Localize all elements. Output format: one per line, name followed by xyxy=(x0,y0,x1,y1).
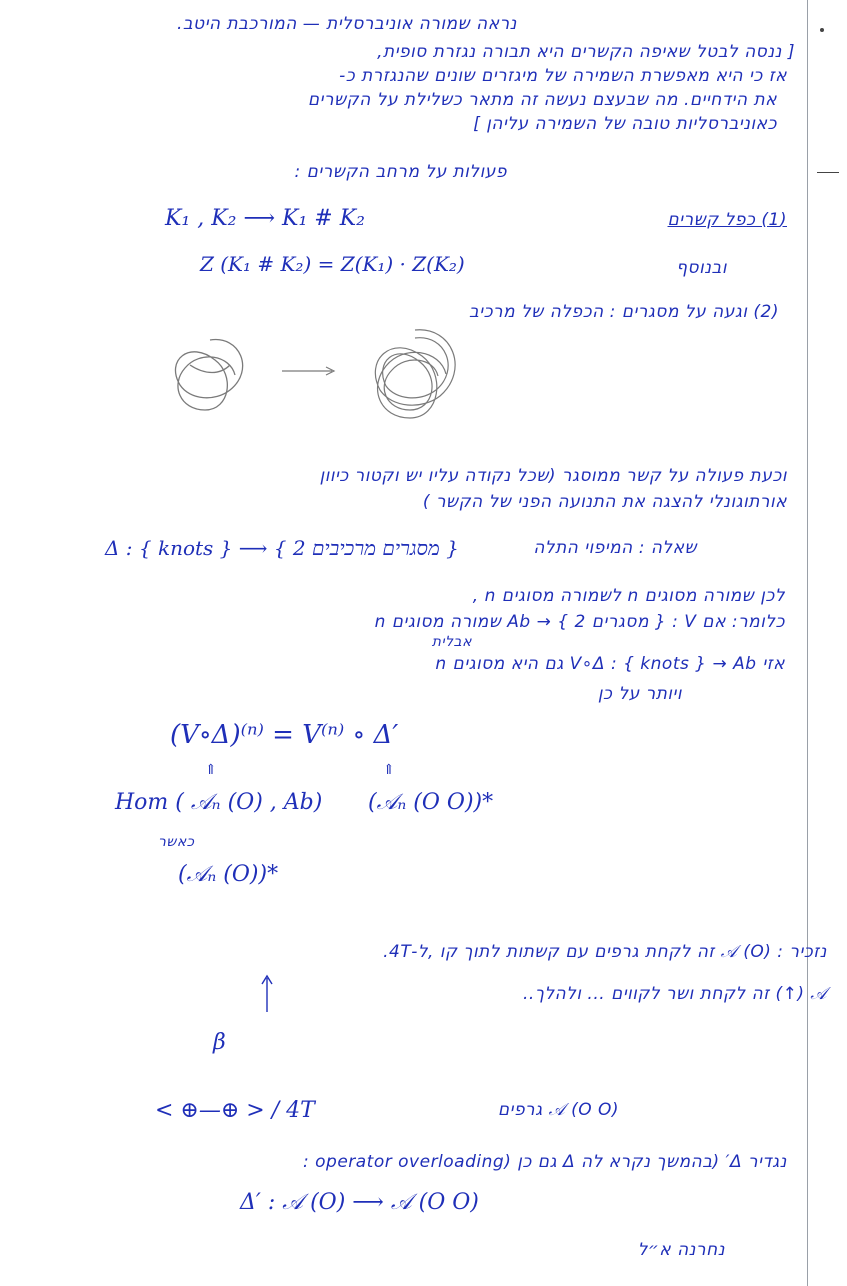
quotient: < ⊕—⊕ > / 4T xyxy=(155,1098,315,1123)
op1-label: (1) כפל קשרים xyxy=(667,210,787,230)
up-arrow-1: ⇑ xyxy=(205,762,217,778)
intro-line-4: את הידחיים. מה שבעצם נעשה זה מתאר כשלילת על הקשרים xyxy=(307,90,777,110)
margin-rule xyxy=(807,0,808,1286)
op2-label: (2) וגעה על מסגרים : הכפלה של מרכיב xyxy=(468,302,779,322)
operator-overloading-line: נגדיר Δ′ (בהמשך נקרא לה Δ גם כן (operator overloading : xyxy=(302,1152,787,1172)
margin-dot xyxy=(820,28,824,32)
up-arrow-icon xyxy=(260,974,274,1014)
intro-line-1: נראה שמורה אוניברסלית — המורכבת היטב. xyxy=(176,14,517,34)
op1-note: ובנוסף xyxy=(676,258,727,278)
intro-line-5: כאוניברסליות טובה של השמירה עליהן ] xyxy=(473,114,777,134)
arrow-right-icon xyxy=(280,365,340,377)
recall-row-1: נזכיר : 𝒜 (O) זה לקחת גרפים עם קשתות לתוך קו ,ל-4T. xyxy=(383,942,827,962)
claim-tail: ויותר על כן xyxy=(597,684,682,704)
claim-line-1: לכן שמורה מסוגים n לשמורה מסוגים n , xyxy=(472,586,785,606)
up-arrow-2: ⇑ xyxy=(383,762,395,778)
intro-line-3: אז כי היא מאפשרת השמירה של מיגזרים שונים שהנגזרת כ- xyxy=(339,66,787,86)
recall-row-2: 𝒜 (↑) זה לקחת ושר לקווים ... ולהלך.. xyxy=(523,984,827,1004)
delta-map: Δ : { knots } ⟶ { 2 מסגרים מרכיבים } xyxy=(105,536,459,560)
doubled-trefoil-sketch xyxy=(360,322,475,432)
op1-formula: K₁ , K₂ ⟶ K₁ # K₂ xyxy=(165,206,365,231)
claim-line-2: כלומר: אם V : { מסגרים 2 } → Ab שמורה מסוגים n xyxy=(374,612,785,632)
dual-left: (𝒜ₙ (O))* xyxy=(178,862,279,887)
trefoil-knot-sketch xyxy=(160,330,260,420)
doubling-text-2: אורתוגונלי להצגה את התנועה הפני של הקשר ) xyxy=(422,492,787,512)
hom-line: Hom ( 𝒜ₙ (O) , Ab) xyxy=(115,790,323,815)
main-equation: (V∘Δ)⁽ⁿ⁾ = V⁽ⁿ⁾ ∘ Δ′ xyxy=(170,720,399,750)
intro-line-2: [ ננסה לבטל שאיפה הקשרים היא תבורה נגזרת סופית, xyxy=(377,42,795,62)
claim-sub: אבלית xyxy=(431,634,472,650)
margin-dash xyxy=(817,172,839,173)
delta-prime-map: Δ′ : 𝒜 (O) ⟶ 𝒜 (O O) xyxy=(240,1190,479,1215)
claim-line-3: אזי V∘Δ : { knots } → Ab גם היא מסוגים n xyxy=(435,654,785,674)
dual-right: (𝒜ₙ (O O))* xyxy=(368,790,494,815)
doubling-text-1: וכעת פעולה על קשר ממוסגר (שכל נקודה עליו יש וקטור כיוון xyxy=(319,466,787,486)
signature: נחרנה א״ל xyxy=(637,1240,725,1260)
delta-label: שאלה : המיפוי התלה xyxy=(533,538,697,558)
row-a-oo: 𝒜 (O O) גרפים xyxy=(497,1100,619,1120)
iso-note: כאשר xyxy=(158,834,195,850)
op1-z: Z (K₁ # K₂) = Z(K₁) · Z(K₂) xyxy=(200,252,465,276)
beta-symbol: β xyxy=(213,1030,226,1055)
section-title: פעולות על מרחב הקשרים : xyxy=(294,162,507,182)
